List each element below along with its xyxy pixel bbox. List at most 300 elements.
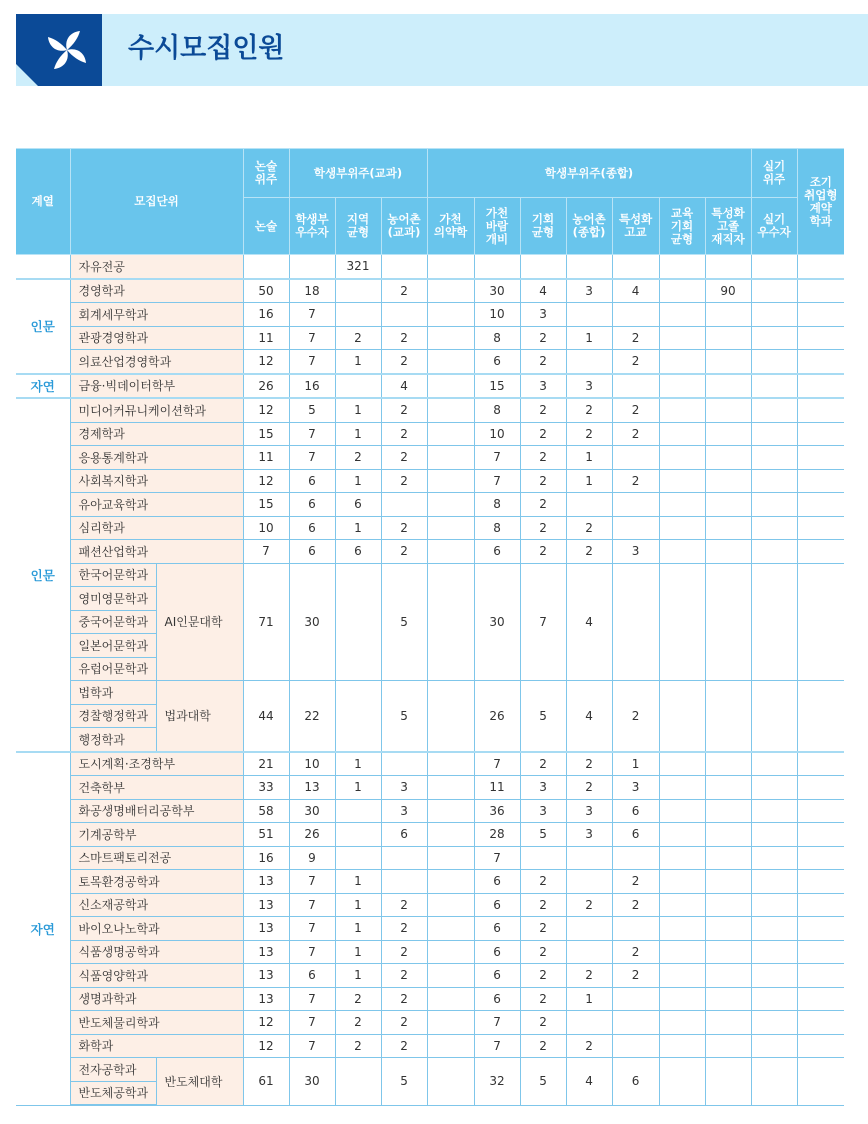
- value-cell: [659, 469, 705, 493]
- sub-unit-cell: 영미영문학과: [70, 587, 156, 611]
- header-col: 특성화 고교: [612, 198, 659, 255]
- value-cell: 321: [335, 255, 381, 279]
- header-col: 교육 기회 균형: [659, 198, 705, 255]
- value-cell: [797, 776, 844, 800]
- value-cell: [566, 255, 612, 279]
- value-cell: 3: [381, 776, 427, 800]
- value-cell: [705, 846, 751, 870]
- value-cell: [705, 326, 751, 350]
- value-cell: 12: [243, 350, 289, 374]
- value-cell: 3: [520, 303, 566, 327]
- value-cell: 1: [335, 516, 381, 540]
- value-cell: [427, 303, 474, 327]
- value-cell: 3: [520, 374, 566, 399]
- value-cell: 2: [381, 893, 427, 917]
- value-cell: 13: [243, 917, 289, 941]
- value-cell: [797, 917, 844, 941]
- table-row: [16, 279, 844, 303]
- value-cell: [797, 374, 844, 399]
- table-row: [16, 326, 844, 350]
- value-cell: [705, 940, 751, 964]
- value-cell: [381, 255, 427, 279]
- value-cell: 26: [474, 681, 520, 752]
- value-cell: [427, 446, 474, 470]
- table-row: [16, 350, 844, 374]
- value-cell: [659, 799, 705, 823]
- value-cell: 90: [705, 279, 751, 303]
- value-cell: [381, 752, 427, 776]
- value-cell: 15: [243, 422, 289, 446]
- value-cell: 2: [381, 516, 427, 540]
- value-cell: 26: [243, 374, 289, 399]
- unit-cell: 응용통계학과: [70, 446, 243, 470]
- value-cell: 13: [243, 940, 289, 964]
- group-unit-cell: AI인문대학: [156, 563, 243, 681]
- value-cell: 2: [612, 964, 659, 988]
- header-col: 기회 균형: [520, 198, 566, 255]
- value-cell: 5: [289, 398, 335, 422]
- value-cell: 7: [289, 987, 335, 1011]
- value-cell: 2: [566, 516, 612, 540]
- sub-unit-cell: 반도체공학과: [70, 1081, 156, 1105]
- value-cell: 2: [520, 1011, 566, 1035]
- value-cell: [751, 917, 797, 941]
- value-cell: [797, 987, 844, 1011]
- value-cell: 2: [612, 681, 659, 752]
- header-group-silgi: 실기 위주: [751, 149, 797, 198]
- value-cell: [566, 493, 612, 517]
- value-cell: 2: [520, 870, 566, 894]
- value-cell: 13: [243, 893, 289, 917]
- header-col: 학생부 우수자: [289, 198, 335, 255]
- unit-cell: 바이오나노학과: [70, 917, 243, 941]
- value-cell: [705, 422, 751, 446]
- value-cell: 2: [335, 326, 381, 350]
- value-cell: [566, 917, 612, 941]
- value-cell: 1: [335, 398, 381, 422]
- value-cell: 7: [474, 1034, 520, 1058]
- value-cell: 28: [474, 823, 520, 847]
- value-cell: 2: [520, 964, 566, 988]
- value-cell: [566, 1011, 612, 1035]
- value-cell: 2: [381, 398, 427, 422]
- value-cell: [659, 540, 705, 564]
- value-cell: 5: [520, 1058, 566, 1106]
- value-cell: 6: [474, 540, 520, 564]
- value-cell: [751, 1058, 797, 1106]
- value-cell: 5: [381, 563, 427, 681]
- unit-cell: 생명과학과: [70, 987, 243, 1011]
- value-cell: [612, 917, 659, 941]
- table-row: [16, 303, 844, 327]
- value-cell: [705, 917, 751, 941]
- unit-cell: 유아교육학과: [70, 493, 243, 517]
- value-cell: [612, 846, 659, 870]
- table-row: [16, 1058, 844, 1082]
- value-cell: 2: [520, 1034, 566, 1058]
- value-cell: [797, 681, 844, 752]
- unit-cell: 관광경영학과: [70, 326, 243, 350]
- sub-unit-cell: 전자공학과: [70, 1058, 156, 1082]
- header-col: 지역 균형: [335, 198, 381, 255]
- unit-cell: 스마트팩토리전공: [70, 846, 243, 870]
- table-row: [16, 516, 844, 540]
- group-unit-cell: 반도체대학: [156, 1058, 243, 1106]
- value-cell: [751, 964, 797, 988]
- value-cell: [705, 681, 751, 752]
- value-cell: 2: [520, 987, 566, 1011]
- table-row: [16, 1011, 844, 1035]
- value-cell: [797, 823, 844, 847]
- sub-unit-cell: 경찰행정학과: [70, 704, 156, 728]
- value-cell: [659, 940, 705, 964]
- group-unit-cell: 법과대학: [156, 681, 243, 752]
- value-cell: [751, 893, 797, 917]
- value-cell: [797, 799, 844, 823]
- value-cell: [612, 255, 659, 279]
- value-cell: [705, 964, 751, 988]
- value-cell: 3: [566, 799, 612, 823]
- value-cell: 2: [520, 516, 566, 540]
- value-cell: [427, 1034, 474, 1058]
- value-cell: [797, 255, 844, 279]
- value-cell: [566, 940, 612, 964]
- table-row: [16, 398, 844, 422]
- value-cell: [751, 681, 797, 752]
- value-cell: [381, 846, 427, 870]
- value-cell: [659, 1011, 705, 1035]
- value-cell: [659, 350, 705, 374]
- value-cell: 2: [335, 446, 381, 470]
- table-row: [16, 563, 844, 587]
- value-cell: 6: [474, 870, 520, 894]
- value-cell: [659, 917, 705, 941]
- value-cell: 2: [612, 422, 659, 446]
- value-cell: [659, 398, 705, 422]
- unit-cell: 식품영양학과: [70, 964, 243, 988]
- value-cell: 26: [289, 823, 335, 847]
- unit-cell: 화학과: [70, 1034, 243, 1058]
- value-cell: [751, 940, 797, 964]
- value-cell: 2: [381, 350, 427, 374]
- value-cell: 7: [289, 870, 335, 894]
- value-cell: 50: [243, 279, 289, 303]
- unit-cell: 건축학부: [70, 776, 243, 800]
- value-cell: 2: [381, 1011, 427, 1035]
- value-cell: [427, 563, 474, 681]
- value-cell: 2: [381, 964, 427, 988]
- value-cell: 2: [520, 493, 566, 517]
- value-cell: [751, 303, 797, 327]
- value-cell: 13: [243, 987, 289, 1011]
- table-row: [16, 846, 844, 870]
- value-cell: 2: [566, 422, 612, 446]
- value-cell: [705, 563, 751, 681]
- value-cell: [427, 987, 474, 1011]
- value-cell: 30: [289, 563, 335, 681]
- value-cell: [659, 374, 705, 399]
- value-cell: 30: [474, 563, 520, 681]
- value-cell: 2: [520, 422, 566, 446]
- value-cell: 2: [566, 964, 612, 988]
- value-cell: [659, 1034, 705, 1058]
- value-cell: 6: [335, 540, 381, 564]
- value-cell: 2: [520, 752, 566, 776]
- value-cell: 13: [243, 964, 289, 988]
- value-cell: 5: [381, 1058, 427, 1106]
- value-cell: 12: [243, 469, 289, 493]
- table-row: [16, 493, 844, 517]
- value-cell: 3: [566, 279, 612, 303]
- value-cell: 7: [474, 846, 520, 870]
- value-cell: [705, 255, 751, 279]
- value-cell: [705, 870, 751, 894]
- value-cell: [751, 563, 797, 681]
- value-cell: 7: [289, 940, 335, 964]
- value-cell: [566, 870, 612, 894]
- unit-cell: 도시계획·조경학부: [70, 752, 243, 776]
- value-cell: 3: [520, 776, 566, 800]
- value-cell: [381, 303, 427, 327]
- value-cell: [751, 752, 797, 776]
- value-cell: 6: [612, 823, 659, 847]
- value-cell: [335, 846, 381, 870]
- value-cell: [751, 255, 797, 279]
- value-cell: 16: [243, 303, 289, 327]
- value-cell: 58: [243, 799, 289, 823]
- table-row: [16, 374, 844, 399]
- value-cell: [751, 350, 797, 374]
- unit-cell: 패션산업학과: [70, 540, 243, 564]
- value-cell: [751, 326, 797, 350]
- value-cell: 2: [381, 917, 427, 941]
- value-cell: [797, 1058, 844, 1106]
- value-cell: 2: [612, 398, 659, 422]
- value-cell: [659, 846, 705, 870]
- value-cell: [705, 893, 751, 917]
- value-cell: [381, 493, 427, 517]
- value-cell: 11: [243, 326, 289, 350]
- value-cell: 6: [289, 516, 335, 540]
- value-cell: [427, 374, 474, 399]
- value-cell: [427, 893, 474, 917]
- value-cell: 2: [566, 752, 612, 776]
- value-cell: [427, 870, 474, 894]
- header-group-nonsul: 논술 위주: [243, 149, 289, 198]
- value-cell: [705, 823, 751, 847]
- unit-cell: 기계공학부: [70, 823, 243, 847]
- table-row: [16, 255, 844, 279]
- value-cell: [705, 987, 751, 1011]
- value-cell: 1: [566, 446, 612, 470]
- value-cell: 30: [289, 1058, 335, 1106]
- value-cell: 3: [566, 374, 612, 399]
- value-cell: [335, 1058, 381, 1106]
- value-cell: [659, 823, 705, 847]
- value-cell: [797, 846, 844, 870]
- value-cell: 5: [381, 681, 427, 752]
- value-cell: 6: [381, 823, 427, 847]
- header-group-jonghap: 학생부위주(종합): [427, 149, 751, 198]
- value-cell: [427, 752, 474, 776]
- value-cell: [659, 255, 705, 279]
- value-cell: [427, 776, 474, 800]
- table-row: [16, 469, 844, 493]
- header-early-job: 조기 취업형 계약 학과: [797, 149, 844, 255]
- value-cell: [659, 893, 705, 917]
- unit-cell: 경영학과: [70, 279, 243, 303]
- value-cell: 1: [335, 350, 381, 374]
- value-cell: 2: [520, 917, 566, 941]
- value-cell: 2: [520, 940, 566, 964]
- value-cell: [427, 516, 474, 540]
- value-cell: 4: [566, 563, 612, 681]
- value-cell: 32: [474, 1058, 520, 1106]
- value-cell: 12: [243, 398, 289, 422]
- value-cell: 3: [381, 799, 427, 823]
- value-cell: 36: [474, 799, 520, 823]
- value-cell: [705, 398, 751, 422]
- value-cell: [751, 398, 797, 422]
- value-cell: [659, 563, 705, 681]
- value-cell: [427, 279, 474, 303]
- value-cell: 1: [335, 752, 381, 776]
- value-cell: [751, 870, 797, 894]
- value-cell: 12: [243, 1011, 289, 1035]
- value-cell: [797, 964, 844, 988]
- value-cell: [797, 422, 844, 446]
- value-cell: [335, 279, 381, 303]
- value-cell: 7: [289, 917, 335, 941]
- unit-cell: 미디어커뮤니케이션학과: [70, 398, 243, 422]
- value-cell: [705, 493, 751, 517]
- value-cell: 1: [335, 422, 381, 446]
- value-cell: 2: [381, 987, 427, 1011]
- value-cell: 2: [566, 398, 612, 422]
- value-cell: [335, 823, 381, 847]
- value-cell: [751, 469, 797, 493]
- value-cell: 12: [243, 1034, 289, 1058]
- header-category: 계열: [16, 149, 70, 255]
- value-cell: 2: [335, 1034, 381, 1058]
- value-cell: 2: [381, 469, 427, 493]
- value-cell: [520, 255, 566, 279]
- value-cell: [427, 350, 474, 374]
- value-cell: [797, 446, 844, 470]
- value-cell: [381, 870, 427, 894]
- value-cell: [797, 398, 844, 422]
- value-cell: 2: [381, 326, 427, 350]
- header-col: 실기 우수자: [751, 198, 797, 255]
- value-cell: [612, 1011, 659, 1035]
- value-cell: 71: [243, 563, 289, 681]
- category-cell: 인문: [16, 398, 70, 752]
- value-cell: 3: [612, 776, 659, 800]
- value-cell: [659, 516, 705, 540]
- header-col: 농어촌 (교과): [381, 198, 427, 255]
- value-cell: 22: [289, 681, 335, 752]
- table-row: [16, 422, 844, 446]
- value-cell: 15: [474, 374, 520, 399]
- value-cell: [612, 446, 659, 470]
- value-cell: 2: [381, 446, 427, 470]
- value-cell: 4: [381, 374, 427, 399]
- value-cell: 6: [289, 493, 335, 517]
- value-cell: 6: [474, 350, 520, 374]
- value-cell: 2: [520, 326, 566, 350]
- value-cell: 1: [335, 870, 381, 894]
- value-cell: 6: [289, 469, 335, 493]
- value-cell: 8: [474, 326, 520, 350]
- value-cell: 10: [474, 303, 520, 327]
- unit-cell: 화공생명배터리공학부: [70, 799, 243, 823]
- value-cell: 4: [520, 279, 566, 303]
- value-cell: [705, 1011, 751, 1035]
- value-cell: [797, 1011, 844, 1035]
- value-cell: [705, 516, 751, 540]
- value-cell: 13: [289, 776, 335, 800]
- value-cell: 44: [243, 681, 289, 752]
- value-cell: 1: [335, 776, 381, 800]
- value-cell: [705, 1034, 751, 1058]
- value-cell: [427, 1011, 474, 1035]
- value-cell: 1: [335, 469, 381, 493]
- value-cell: [751, 776, 797, 800]
- value-cell: 6: [289, 964, 335, 988]
- value-cell: [751, 374, 797, 399]
- value-cell: 7: [289, 350, 335, 374]
- value-cell: 1: [335, 893, 381, 917]
- value-cell: 6: [474, 987, 520, 1011]
- value-cell: [705, 374, 751, 399]
- value-cell: 51: [243, 823, 289, 847]
- value-cell: 7: [520, 563, 566, 681]
- value-cell: [797, 493, 844, 517]
- value-cell: [751, 987, 797, 1011]
- value-cell: [612, 563, 659, 681]
- value-cell: [705, 469, 751, 493]
- category-cell: 자연: [16, 752, 70, 1106]
- value-cell: [427, 917, 474, 941]
- header-col: 가천 바람 개비: [474, 198, 520, 255]
- value-cell: [612, 1034, 659, 1058]
- value-cell: 7: [289, 446, 335, 470]
- value-cell: [427, 493, 474, 517]
- value-cell: 6: [474, 940, 520, 964]
- value-cell: 2: [381, 940, 427, 964]
- value-cell: 2: [520, 469, 566, 493]
- value-cell: 7: [289, 303, 335, 327]
- value-cell: 2: [612, 469, 659, 493]
- unit-cell: 토목환경공학과: [70, 870, 243, 894]
- category-cell: 자연: [16, 374, 70, 399]
- value-cell: 1: [566, 469, 612, 493]
- table-row: [16, 1034, 844, 1058]
- value-cell: 11: [474, 776, 520, 800]
- value-cell: [797, 540, 844, 564]
- value-cell: [705, 799, 751, 823]
- value-cell: 10: [289, 752, 335, 776]
- value-cell: 2: [520, 540, 566, 564]
- value-cell: 1: [335, 940, 381, 964]
- page-title: 수시모집인원: [128, 33, 285, 64]
- value-cell: [427, 964, 474, 988]
- value-cell: [659, 326, 705, 350]
- value-cell: [566, 350, 612, 374]
- header-col: 논술: [243, 198, 289, 255]
- value-cell: [797, 350, 844, 374]
- value-cell: [797, 516, 844, 540]
